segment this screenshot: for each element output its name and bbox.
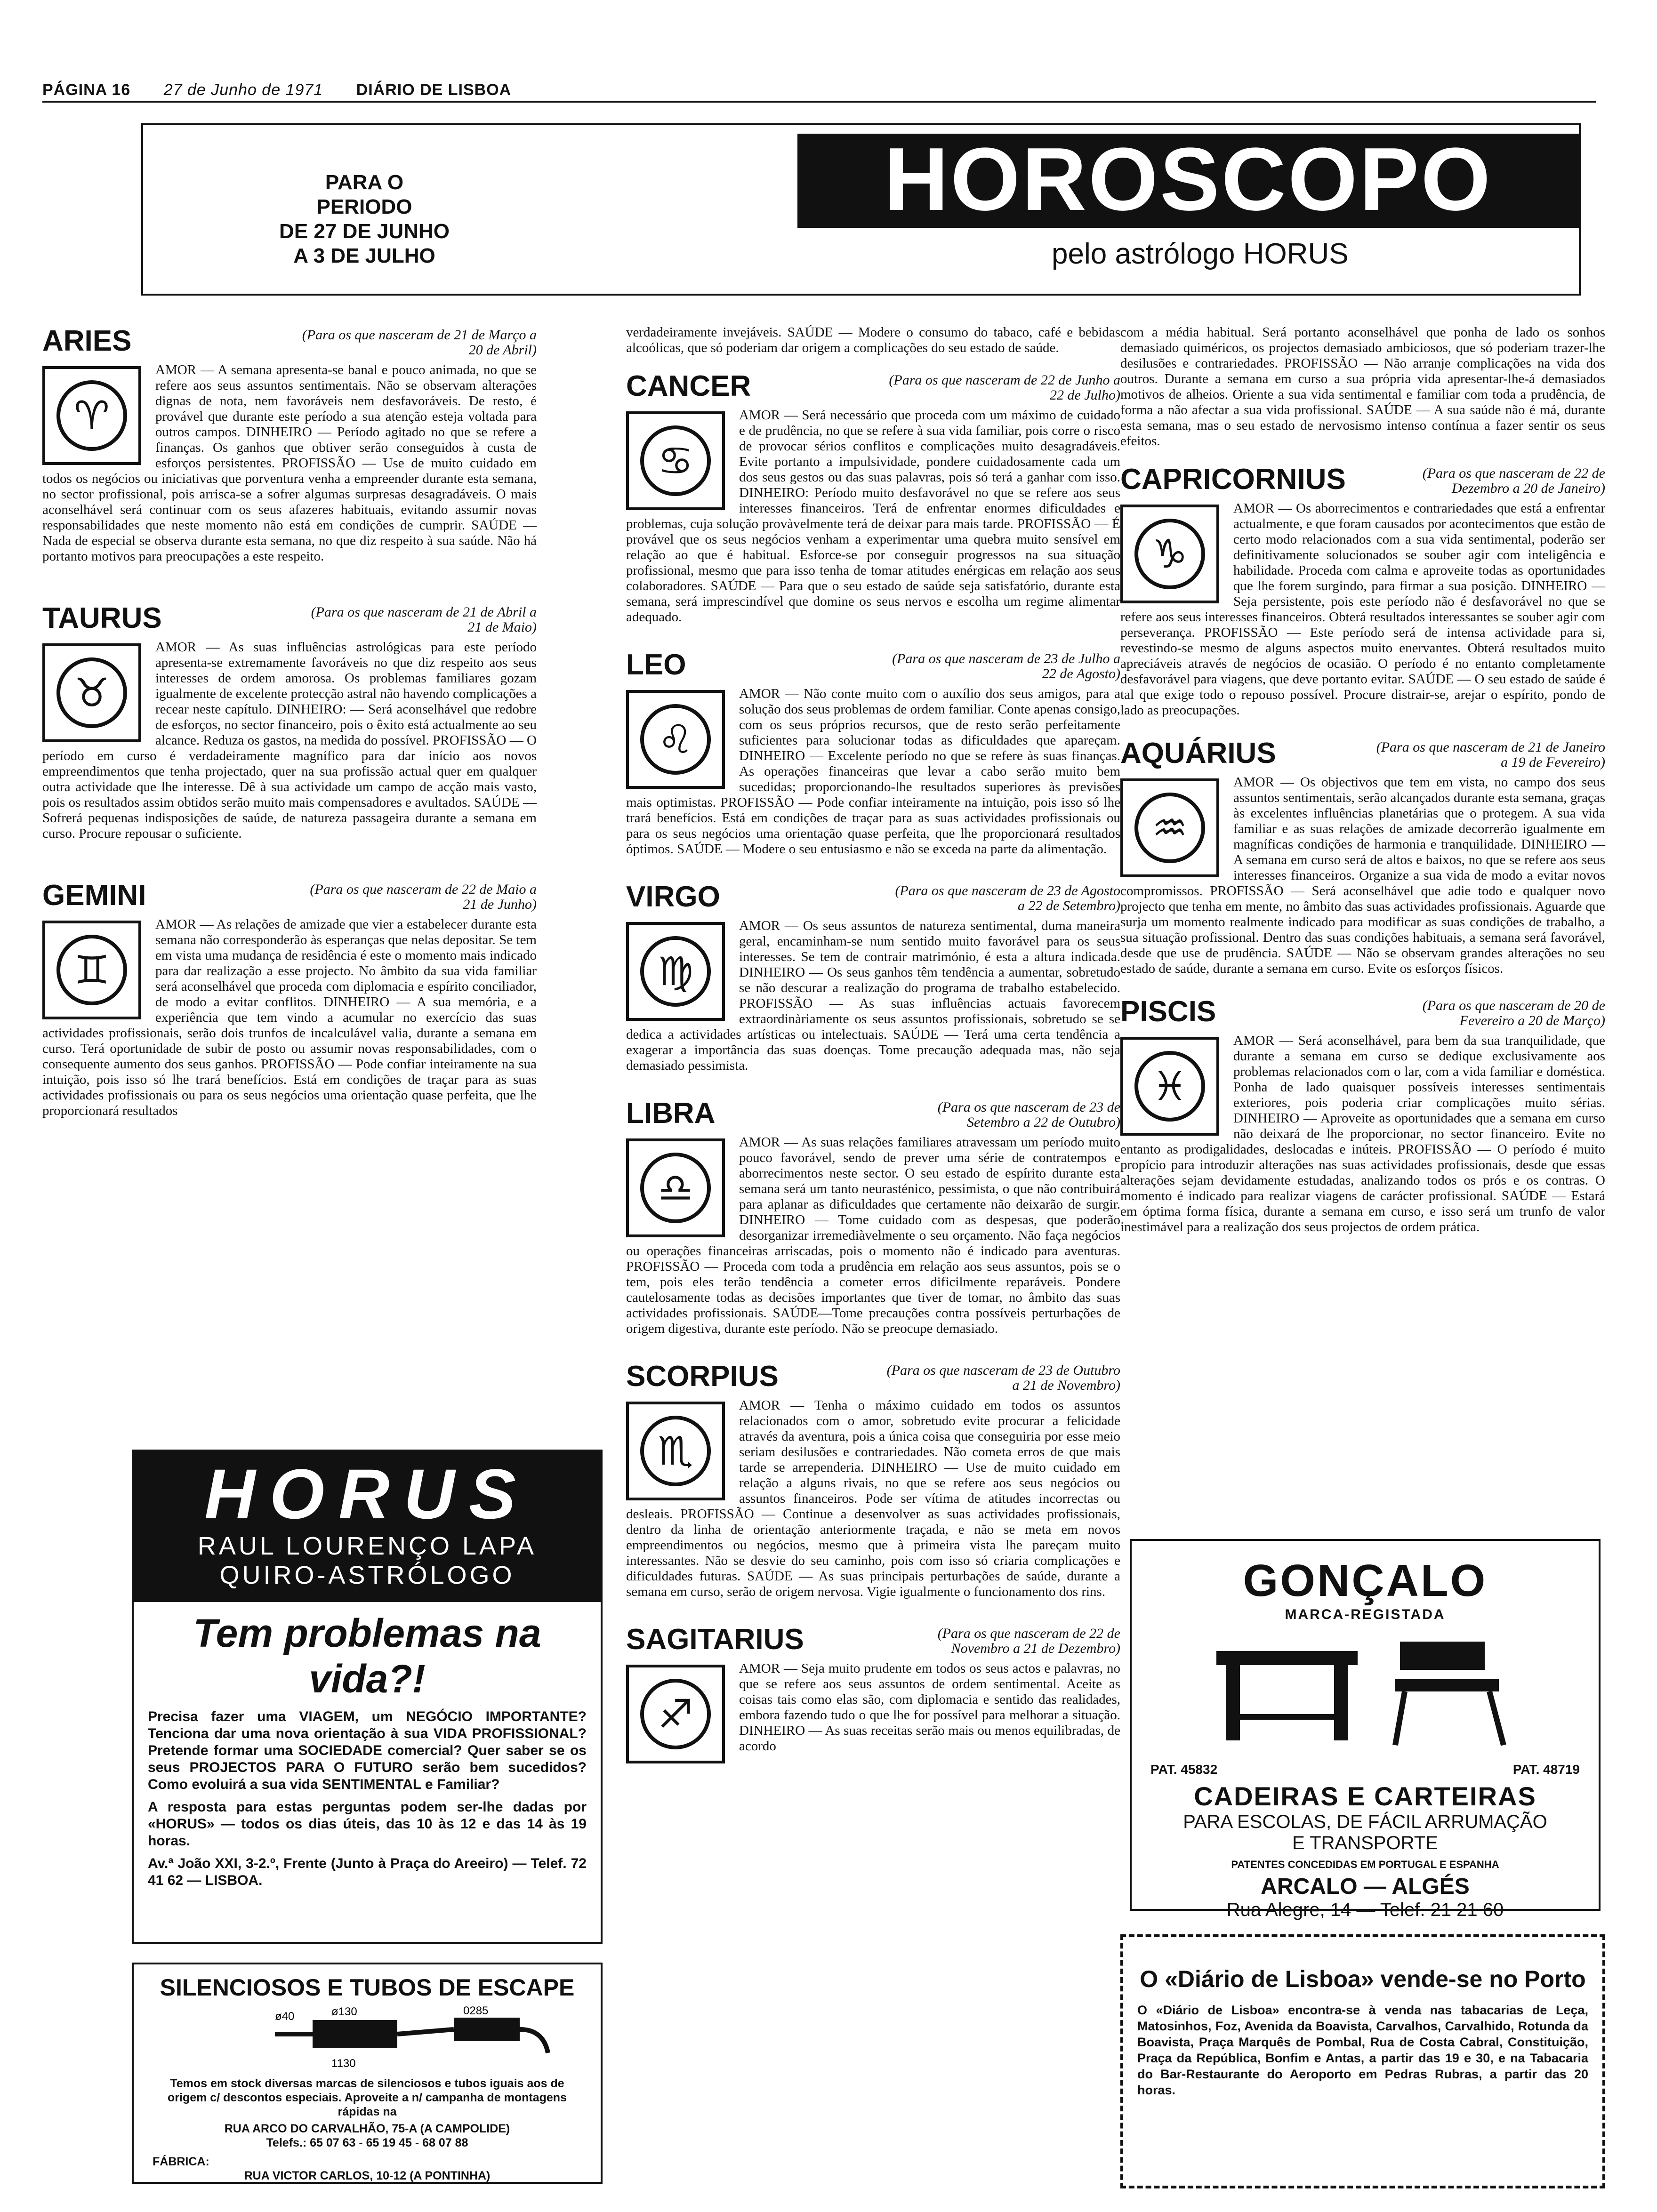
goncalo-headline: CADEIRAS E CARTEIRAS <box>1194 1781 1536 1811</box>
sign-aquarius <box>1120 737 1605 977</box>
newspaper-name: DIÁRIO DE LISBOA <box>356 81 512 99</box>
horus-logo: HORUS RAUL LOURENÇO LAPA QUIRO-ASTRÓLOGO <box>134 1451 601 1602</box>
sagitarius-icon: ♐ <box>626 1665 725 1763</box>
sign-title: TAURUS <box>42 602 162 634</box>
aquarius-icon: ♒ <box>1120 778 1219 877</box>
sign-text: AMOR — Será necessário que proceda com um máximo de cuidado e de prudência, no que se refere à sua vida familiar, pois corre o risco de provocar sérios conflitos e complicações muito desagradáveis. Evite portanto a impulsividade, pondere cuidadosamente cada um dos seus gestos ou das suas palavras, pois só terá a ganhar com isso. DINHEIRO: Período muito desfavorável no que se refere aos seus interesses financeiros. Terá de enfrentar enormes dificuldades e problemas, cuja solução provàvelmente terá de deixar para mais tarde. PROFISSÃO — É provável que os seus negócios venham a experimentar uma quebra muito sensível em relação ao que é habitual. Esforce-se por conseguir progressos na sua situação profissional, mesmo que para isso tenha de tomar atitudes enérgicas em relação aos seus colaboradores. SAÚDE — Para que o seu estado de saúde seja satisfatório, durante esta semana, será imprescindível que domine os seus nervos e escolha um regime alimentar adequado. <box>626 408 1120 625</box>
sign-capricornius <box>1120 463 1605 718</box>
sign-sagitarius <box>626 1623 1120 1754</box>
horoscope-title: HOROSCOPO <box>884 129 1493 229</box>
horus-advert <box>132 1450 603 1944</box>
porto-title: O «Diário de Lisboa» vende-se no Porto <box>1140 1966 1586 1992</box>
sign-text: AMOR — Os objectivos que tem em vista, no campo dos seus assuntos sentimentais, serão alcançados durante esta semana, graças às excelentes influências planetárias que o protegem. A sua vida familiar e as suas relações de amizade decorrerão igualmente em magníficas condições de harmonia e tranquilidade. DINHEIRO — A semana em curso será de altos e baixos, no que se refere aos seus interesses financeiros. Organize a sua vida de modo a evitar novos compromissos. PROFISSÃO — Será aconselhável que adie todo e qualquer novo projecto que tenha em mente, no âmbito das suas actividades profissionais. Aguarde que surja um momento realmente indicado para modificar as suas condições de trabalho, a sua situação profissional. Dentro das suas condições habituais, a semana será favorável, desde que use de prudência. SAÚDE — Não se observam grandes alterações no seu estado de saúde, durante a semana em curso. Evite os esforços físicos. <box>1120 775 1605 976</box>
svg-text:ø40: ø40 <box>275 2010 295 2023</box>
sign-text: AMOR — Será aconselhável, para bem da sua tranquilidade, que durante a semana em curso se dedique exclusivamente aos problemas relacionados com o lar, com a vida familiar e doméstica. Ponha de lado quaisquer possíveis interesses sentimentais exteriores, pois poderia criar complicações muito sérias. DINHEIRO — Aproveite as oportunidades que a semana em curso não deixará de lhe proporcionar, no sector financeiro. Evite no entanto as prodigalidades, deslocadas e inúteis. PROFISSÃO — O período é muito propício para introduzir alterações nas suas actividades profissionais, desde que essas alterações sejam devidamente estudadas, analizando todos os prós e os contras. O momento é indicado para realizar viagens de carácter profissional. SAÚDE — Estará em óptima forma física, durante a semana em curso, e isso será um trunfo de valor inestimável para a realização dos seus projectos de ordem prática. <box>1120 1033 1605 1234</box>
sign-leo <box>626 649 1120 857</box>
sign-cancer <box>626 370 1120 625</box>
gemini-icon: ♊ <box>42 921 141 1019</box>
sign-title: LIBRA <box>626 1097 716 1130</box>
sign-range: (Para os que nasceram de 22 de Novembro a 21 de Dezembro) <box>937 1626 1120 1656</box>
sign-title: SCORPIUS <box>626 1360 779 1393</box>
horus-headline: Tem problemas na vida?! <box>193 1611 541 1701</box>
sign-range: (Para os que nasceram de 20 de Fevereiro a 20 de Março) <box>1422 998 1605 1028</box>
cancer-lead: verdadeiramente invejáveis. SAÚDE — Modere o consumo do tabaco, café e bebidas alcoólicas, que só poderiam dar origem a complicações do seu estado de saúde. <box>626 325 1120 355</box>
sign-text: AMOR — Não conte muito com o auxílio dos seus amigos, para a solução dos seus problemas de ordem familiar. Conte apenas consigo, com os seus próprios recursos, que de resto serão perfeitamente suficientes para solucionar todas as dificuldades que apareçam. DINHEIRO — Excelente período no que se refere às suas finanças. As operações financeiras que levar a cabo serão muito bem sucedidas; proporcionando-lhe resultados superiores às previsões mais optimistas. PROFISSÃO — Pode confiar inteiramente na intuição, pois isso só lhe trará benefícios. Está em condições de traçar para as suas actividades profissionais ou para os seus negócios uma orientação quase perfeita, que lhe proporcionará resultados óptimos. SAÚDE — Modere o seu entusiasmo e não se exceda na parte da alimentação. <box>626 686 1120 857</box>
sign-text: AMOR — Os aborrecimentos e contrariedades que está a enfrentar actualmente, e que foram causados por acontecimentos que estão de certo modo relacionados com a sua vida sentimental, poderão ser definitivamente solucionados se souber agir com inteligência e habilidade. Proceda com calma e aproveite todas as oportunidades que lhe forem surgindo, para firmar a sua posição. DINHEIRO — Seja persistente, pois este período não é desfavorável no que se refere aos seus interesses financeiros. Obterá resultados interessantes se souber agir com perseverança. PROFISSÃO — Este período será de intensa actividade para si, revestindo-se mesmo de alguns aspectos muito enervantes. Obterá resultados muito apreciáveis através de negócios de ocasião. O período é no entanto completamente desfavorável para viagens, que deve portanto evitar. SAÚDE — O seu estado de saúde é tal que exige todo o repouso possível. Procure distrair-se, arejar o espírito, pondo de lado as preocupações. <box>1120 501 1605 718</box>
sign-title: ARIES <box>42 325 132 357</box>
patent-1: PAT. 45832 <box>1150 1762 1218 1777</box>
sign-range: (Para os que nasceram de 21 de Janeiro a 19 de Fevereiro) <box>1376 739 1605 770</box>
page-header <box>42 81 539 99</box>
sign-title: SAGITARIUS <box>626 1623 804 1656</box>
sign-title: CAPRICORNIUS <box>1120 463 1346 496</box>
sign-gemini <box>42 879 537 1119</box>
column-2 <box>626 325 1120 1768</box>
goncalo-address: Rua Alegre, 14 — Telef. 21 21 60 <box>1226 1899 1504 1920</box>
sign-text: AMOR — Os seus assuntos de natureza sentimental, duma maneira geral, encaminham-se num sentido muito favorável para os seus interesses. Se tem de contrair matrimónio, é esta a altura indicada. DINHEIRO — Os seus ganhos têm tendência a aumentar, sobretudo se não descurar a realização do programa de trabalho estabelecido. PROFISSÃO — As suas influências actuais favorecem extraordinàriamente os seus assuntos profissionais, sobretudo se se dedica a actividades artísticas ou intelectuais. SAÚDE — Terá uma certa tendência a exagerar a importância das suas doenças. Tome precaução adequada mas, não seja demasiado pessimista. <box>626 918 1120 1073</box>
cancer-icon: ♋ <box>626 411 725 510</box>
sign-text: AMOR — As suas relações familiares atravessam um período muito pouco favorável, sendo de prever uma série de contratempos e aborrecimentos neste sector. O seu estado de espírito durante esta semana será um tanto neurasténico, pessimista, o que não contribuirá para aplanar as dificuldades que certamente não deixarão de surgir. DINHEIRO — Tome cuidado com as despesas, que poderão desorganizar irremediàvelmente o seu orçamento. Não faça negócios ou operações financeiras arriscadas, pois o momento não é indicado para aventuras. PROFISSÃO — Proceda com toda a prudência em relação aos seus assuntos, pois se o tem, pois eles terão tendência a cometer erros dificilmente reparáveis. Pondere cautelosamente todas as decisões importantes que tiver de tomar, no âmbito das suas actividades profissionais. SAÚDE—Tome precauções contra possíveis perturbações de origem digestiva, durante este período. Não se preocupe demasiado. <box>626 1135 1120 1336</box>
sign-libra <box>626 1097 1120 1337</box>
sign-title: AQUÁRIUS <box>1120 737 1276 769</box>
svg-text:1130: 1130 <box>331 2057 356 2070</box>
sign-taurus <box>42 602 537 842</box>
exhaust-title: SILENCIOSOS E TUBOS DE ESCAPE <box>160 1974 575 2001</box>
sign-range: (Para os que nasceram de 21 de Março a 20 de Abril) <box>302 327 537 358</box>
column-3 <box>1120 325 1605 1235</box>
header-rule <box>42 101 1596 103</box>
libra-icon: ♎ <box>626 1138 725 1237</box>
aries-icon: ♈ <box>42 366 141 465</box>
scorpius-icon: ♏ <box>626 1402 725 1500</box>
patent-2: PAT. 48719 <box>1512 1762 1580 1777</box>
sign-virgo <box>626 881 1120 1074</box>
sign-title: LEO <box>626 649 686 681</box>
exhaust-advert <box>132 1963 603 2184</box>
svg-text:0285: 0285 <box>463 2004 489 2017</box>
column-1 <box>42 325 537 1119</box>
exhaust-body: Temos em stock diversas marcas de silenciosos e tubos iguais aos de origem c/ descontos especiais. Aproveite a n/ campanha de montagens rápidas na RUA ARCO DO CARVALHÃO, 75-A (A CAMPOLIDE) Telefs.: 65 07 63 - 65 19 45 - 68 07 88 FÁBRICA: RUA VICTOR CARLOS, 10-12 (A PONTINHA) <box>153 2077 567 2182</box>
sign-piscis <box>1120 995 1605 1235</box>
exhaust-pipe-drawing <box>134 2001 604 2076</box>
goncalo-advert <box>1130 1539 1601 1920</box>
sign-title: VIRGO <box>626 881 720 913</box>
sign-aries <box>42 325 537 564</box>
horoscope-banner <box>141 123 1581 296</box>
sign-range: (Para os que nasceram de 23 de Julho a 22 de Agosto) <box>892 651 1120 681</box>
capricornius-lead: com a média habitual. Será portanto aconselhável que ponha de lado os sonhos demasiado quiméricos, os projectos demasiado ambiciosos, que só poderiam trazer-lhe desilusões e contrariedades. PROFISSÃO — Não arranje complicações na vida dos outros. Durante a semana em curso a sua própria vida apresentar-lhe-á demasiados motivos de alheios. Oriente a sua vida sentimental e familiar com toda a prudência, de forma a não afectar a sua vida profissional. SAÚDE — A sua saúde não é má, durante esta semana, mas o seu estado de nervosismo intenso contínua a fazer sentir os seus efeitos. <box>1120 325 1605 449</box>
sign-range: (Para os que nasceram de 23 de Setembro a 22 de Outubro) <box>937 1099 1120 1130</box>
sign-range: (Para os que nasceram de 23 de Agosto a 22 de Setembro) <box>895 883 1120 914</box>
sign-scorpius <box>626 1360 1120 1600</box>
porto-advert <box>1120 1934 1605 2188</box>
sign-title: PISCIS <box>1120 995 1216 1028</box>
sign-title: CANCER <box>626 370 751 402</box>
period-label: PARA O PERIODO DE 27 DE JUNHO A 3 DE JULHO <box>279 171 450 267</box>
sign-text: AMOR — A semana apresenta-se banal e pouco animada, no que se refere aos seus assuntos sentimentais. Não se observam alterações dignas de nota, nem favoráveis nem desfavoráveis. De resto, é provável que durante este período a sua atenção esteja voltada para outros campos. DINHEIRO — Período agitado no que se refere a finanças. Os ganhos que obtiver serão conseguidos à custa de esforços persistentes. PROFISSÃO — Use de muito cuidado em todos os negócios ou iniciativas que porventura venha a empreender durante esta semana, no sector profissional, pois arrisca-se a sofrer algumas surpresas desagradáveis. O mais aconselhável será continuar com os seus afazeres habituais, evitando assumir novas responsabilidades que neste momento não está em condições de cumprir. SAÚDE — Nada de especial se observa durante esta semana, no que diz respeito à sua saúde. Não há portanto motivos para preocupações a este respeito. <box>42 362 537 564</box>
sign-text: AMOR — Seja muito prudente em todos os seus actos e palavras, no que se refere aos seus assuntos de ordem sentimental. Aceite as coisas tais como elas são, com diplomacia e sentido das realidades, embora fazendo tudo o que lhe for possível para melhorar a situação. DINHEIRO — As suas receitas serão mais ou menos equilibradas, de acordo <box>739 1661 1120 1754</box>
sign-range: (Para os que nasceram de 22 de Junho a 22 de Julho) <box>889 372 1120 403</box>
sign-range: (Para os que nasceram de 23 de Outubro a 21 de Novembro) <box>886 1362 1120 1393</box>
sign-range: (Para os que nasceram de 21 de Abril a 21 de Maio) <box>311 604 537 635</box>
astrologer-byline: pelo astrólogo HORUS <box>1052 238 1349 270</box>
goncalo-maker: ARCALO — ALGÉS <box>1261 1874 1470 1899</box>
goncalo-registered: MARCA-REGISTADA <box>1285 1607 1446 1622</box>
capricornius-icon: ♑ <box>1120 505 1219 603</box>
school-desk-icon <box>1132 1623 1602 1755</box>
sign-range: (Para os que nasceram de 22 de Dezembro a 20 de Janeiro) <box>1422 465 1605 496</box>
porto-body: O «Diário de Lisboa» encontra-se à venda nas tabacarias de Leça, Matosinhos, Foz, Avenida da Boavista, Carvalhos, Carvalhido, Rotunda da Boavista, Praça Marquês de Pombal, Rua de Costa Cabral, Constituição, Praça da República, Bonfim e Antas, a partir das 19 e 30, e na Tabacaria do Bar-Restaurante do Aeroporto em Pedras Rubras, a partir das 20 horas. <box>1137 2003 1588 2097</box>
virgo-icon: ♍ <box>626 922 725 1021</box>
sign-title: GEMINI <box>42 879 146 912</box>
horus-body: Precisa fazer uma VIAGEM, um NEGÓCIO IMPORTANTE? Tenciona dar uma nova orientação à sua VIDA PROFISSIONAL? Pretende formar uma SOCIEDADE comercial? Quer saber se os seus PROJECTOS PARA O FUTURO serão bem sucedidos? Como evoluirá a sua vida SENTIMENTAL e Familiar? A resposta para estas perguntas podem ser-lhe dadas por «HORUS» — todos os dias úteis, das 10 às 12 e das 14 às 19 horas. Av.ª João XXI, 3-2.º, Frente (Junto à Praça do Areeiro) — Telef. 72 41 62 — LISBOA. <box>148 1709 587 1888</box>
leo-icon: ♌ <box>626 690 725 789</box>
sign-text: AMOR — Tenha o máximo cuidado em todos os assuntos relacionados com o amor, sobretudo evite procurar a felicidade através da aventura, pois a única coisa que conseguiria por esse meio seriam desilusões e contrariedades. Não cometa erros de que mais tarde se arrependeria. DINHEIRO — Use de muito cuidado em relação a alguns rivais, no que se refere aos seus negócios ou assuntos financeiros. Pode ser vítima de atitudes incorrectas ou desleais. PROFISSÃO — Continue a desenvolver as suas actividades profissionais, dentro da linha de orientação anteriormente traçada, e não se meta em novos empreendimentos ou negócios, mesmo que à primeira vista lhe pareçam muito interessantes. Não se desvie do seu caminho, pois com isso só criaria complicações e dificuldades futuras. SAÚDE — As suas principais perturbações de saúde, durante a semana em curso, serão de origem nervosa. Vigie igualmente o funcionamento dos rins. <box>626 1398 1120 1599</box>
svg-text:ø130: ø130 <box>331 2005 357 2018</box>
page-number: PÁGINA 16 <box>42 81 131 99</box>
issue-date: 27 de Junho de 1971 <box>163 81 323 99</box>
sign-text: AMOR — As suas influências astrológicas para este período apresenta-se extremamente favoráveis no que diz respeito aos seus interesses de ordem amorosa. Os problemas familiares gozam igualmente de excelente protecção astral não havendo complicações a recear neste capítulo. DINHEIRO: — Será aconselhável que redobre de esforços, no sector financeiro, pois o êxito está actualmente ao seu alcance. Reduza os gastos, na medida do possível. PROFISSÃO — O período em curso é verdadeiramente magnífico para dar início aos novos empreendimentos que tenha projectado, quer na sua profissão actual quer em qualquer outra actividade que lhe interesse. Dê à sua actividade um campo de acção mais vasto, pois os resultados assim obtidos serão muito mais compensadores e avultados. SAÚDE — Sofrerá pequenas indisposições de saúde, de natureza passageira durante a semana em curso. Procure repousar o suficiente. <box>42 640 537 841</box>
sign-range: (Para os que nasceram de 22 de Maio a 21 de Junho) <box>310 882 537 912</box>
piscis-icon: ♓ <box>1120 1037 1219 1136</box>
goncalo-sub1: PARA ESCOLAS, DE FÁCIL ARRUMAÇÃO <box>1183 1811 1547 1832</box>
goncalo-sub2: E TRANSPORTE <box>1292 1833 1438 1853</box>
sign-text: AMOR — As relações de amizade que vier a estabelecer durante esta semana não corresponderão às esperanças que nelas depositar. Se tem em vista uma mudança de residência é este o momento mais indicado para dar realização a esse projecto. No âmbito da sua vida familiar será aconselhável que proceda com diplomacia e espírito conciliador, de modo a evitar conflitos. DINHEIRO — A sua memória, e a experiência que tem vindo a acumular no exercício das suas actividades profissionais, serão dois trunfos de incalculável valia, durante a semana em curso. Terá oportunidade de subir de posto ou assumir novas responsabilidades, com o consequente aumento dos seus ganhos. PROFISSÃO — Pode confiar inteiramente na sua intuição, pois isso só lhe trará benefícios. Está em condições de traçar para as suas actividades profissionais ou para os seus negócios uma orientação quase perfeita, que lhe proporcionará resultados <box>42 917 537 1118</box>
goncalo-patents: PATENTES CONCEDIDAS EM PORTUGAL E ESPANHA <box>1231 1859 1499 1870</box>
goncalo-brand: GONÇALO <box>1243 1555 1488 1606</box>
taurus-icon: ♉ <box>42 643 141 742</box>
